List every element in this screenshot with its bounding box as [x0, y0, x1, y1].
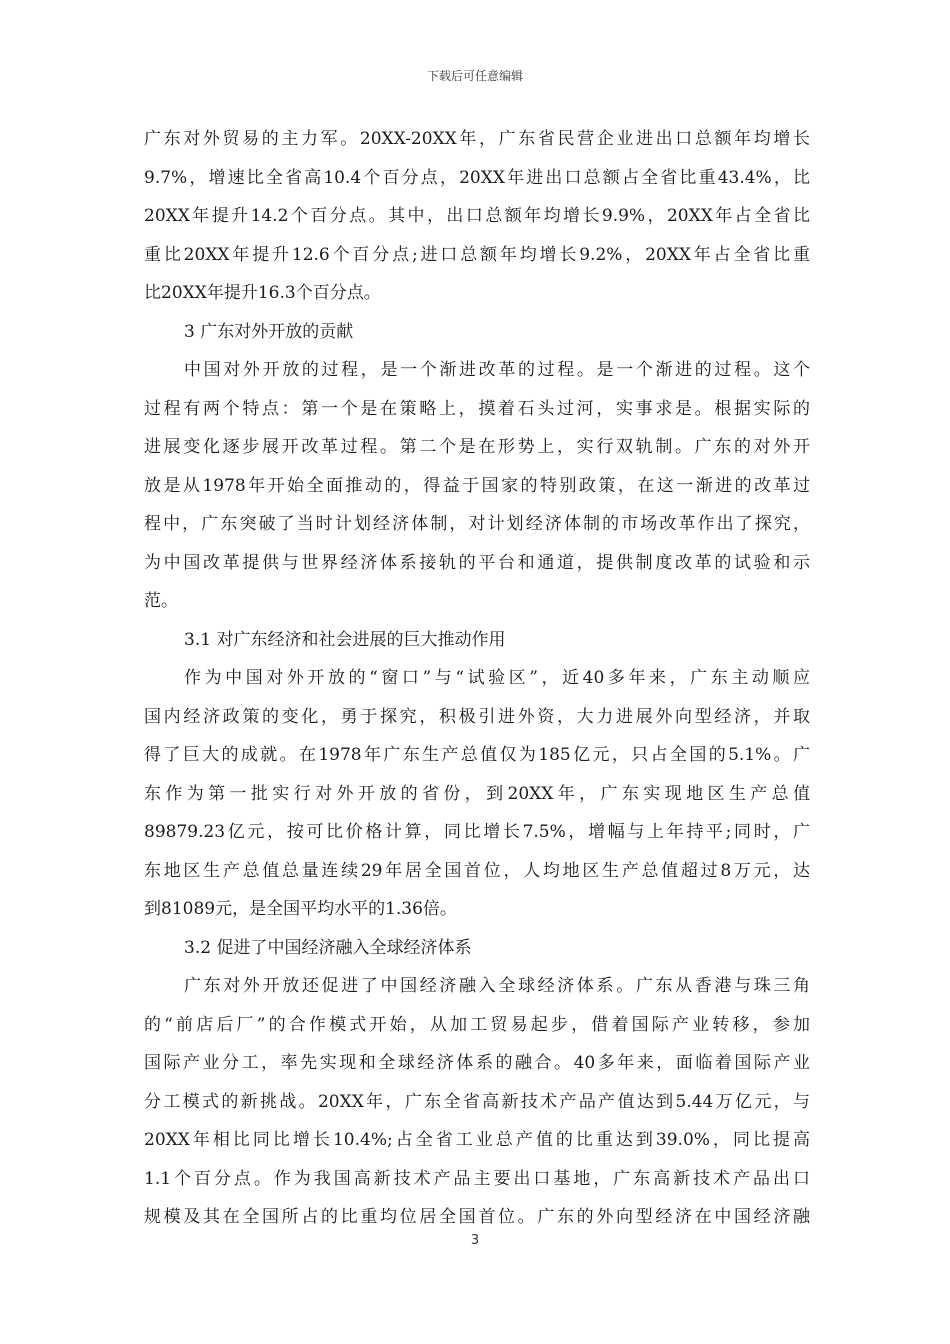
text-line: 进展变化逐步展开改革过程。第二个是在形势上，实行双轨制。广东的对外开: [144, 437, 810, 457]
text-line: 20XX年提升14.2个百分点。其中，出口总额年均增长9.9%，20XX年占全省比: [144, 206, 810, 226]
text-line: 89879.23亿元，按可比价格计算，同比增长7.5%，增幅与上年持平;同时，广: [144, 822, 810, 842]
text-line: 广东对外贸易的主力军。20XX-20XX年，广东省民营企业进出口总额年均增长: [144, 129, 810, 149]
text-line: 到81089元，是全国平均水平的1.36倍。: [144, 899, 457, 919]
text-line: 东作为第一批实行对外开放的省份，到20XX年，广东实现地区生产总值: [144, 783, 810, 804]
text-line: 中国对外开放的过程，是一个渐进改革的过程。是一个渐进的过程。这个: [184, 360, 810, 380]
page-header: 下载后可任意编辑: [426, 69, 523, 83]
text-line: 重比20XX年提升12.6个百分点;进口总额年均增长9.2%，20XX年占全省比重: [144, 244, 810, 265]
text-line: 过程有两个特点：第一个是在策略上，摸着石头过河，实事求是。根据实际的: [144, 398, 810, 419]
text-line: 的“前店后厂”的合作模式开始，从加工贸易起步，借着国际产业转移，参加: [144, 1014, 810, 1035]
text-line: 范。: [144, 591, 178, 611]
text-line: 比20XX年提升16.3个百分点。: [144, 283, 381, 303]
text-line: 国际产业分工，率先实现和全球经济体系的融合。40多年来，面临着国际产业: [144, 1053, 810, 1073]
text-line: 为中国改革提供与世界经济体系接轨的平台和通道，提供制度改革的试验和示: [144, 552, 810, 573]
text-line: 9.7%，增速比全省高10.4个百分点，20XX年进出口总额占全省比重43.4%，比: [144, 167, 810, 188]
text-line: 分工模式的新挑战。20XX年，广东全省高新技术产品产值达到5.44万亿元，与: [144, 1091, 810, 1112]
page-number: 3: [470, 1233, 480, 1248]
text-line: 东地区生产总值总量连续29年居全国首位，人均地区生产总值超过8万元，达: [144, 860, 810, 881]
text-line: 作为中国对外开放的“窗口”与“试验区”，近40多年来，广东主动顺应: [184, 668, 810, 688]
text-line: 国内经济政策的变化，勇于探究，积极引进外资，大力进展外向型经济，并取: [144, 706, 810, 727]
text-line: 规模及其在全国所占的比重均位居全国首位。广东的外向型经济在中国经济融: [144, 1207, 810, 1227]
section-heading: 3 广东对外开放的贡献: [184, 321, 354, 342]
text-line: 1.1个百分点。作为我国高新技术产品主要出口基地，广东高新技术产品出口: [144, 1168, 810, 1189]
text-line: 20XX年相比同比增长10.4%;占全省工业总产值的比重达到39.0%，同比提高: [144, 1130, 810, 1150]
text-line: 广东对外开放还促进了中国经济融入全球经济体系。广东从香港与珠三角: [184, 976, 810, 996]
text-line: 得了巨大的成就。在1978年广东生产总值仅为185亿元，只占全国的5.1%。广: [144, 745, 810, 765]
text-line: 放是从1978年开始全面推动的，得益于国家的特别政策，在这一渐进的改革过: [144, 475, 810, 496]
section-heading: 3.2 促进了中国经济融入全球经济体系: [184, 937, 472, 958]
text-line: 程中，广东突破了当时计划经济体制，对计划经济体制的市场改革作出了探究，: [144, 514, 810, 534]
section-heading: 3.1 对广东经济和社会进展的巨大推动作用: [184, 629, 506, 650]
document-body: [144, 120, 810, 1237]
